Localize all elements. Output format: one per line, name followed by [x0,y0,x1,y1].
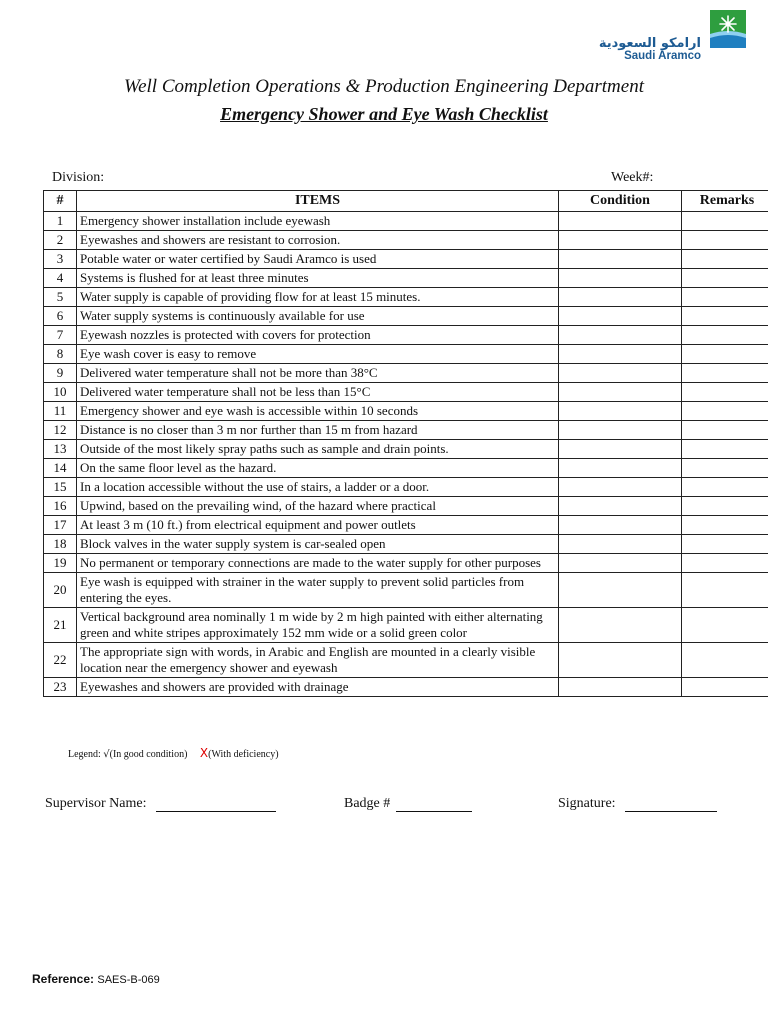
row-remarks-cell[interactable] [682,440,768,459]
row-number: 8 [44,345,77,364]
row-condition-cell[interactable] [559,288,682,307]
table-row [44,307,768,326]
row-item: Eyewashes and showers are provided with drainage [77,678,559,697]
table-row [44,288,768,307]
table-header-row [44,191,768,212]
row-remarks-cell[interactable] [682,573,768,608]
row-item: Potable water or water certified by Saudi Aramco is used [77,250,559,269]
table-row [44,459,768,478]
row-number: 15 [44,478,77,497]
row-remarks-cell[interactable] [682,402,768,421]
table-row [44,421,768,440]
row-remarks-cell[interactable] [682,269,768,288]
row-condition-cell[interactable] [559,326,682,345]
row-remarks-cell[interactable] [682,554,768,573]
check-mark-icon: √ [103,749,110,760]
table-row [44,516,768,535]
row-item: Eye wash cover is easy to remove [77,345,559,364]
row-number: 1 [44,212,77,231]
row-condition-cell[interactable] [559,345,682,364]
signature-line[interactable] [625,799,717,812]
row-remarks-cell[interactable] [682,345,768,364]
row-condition-cell[interactable] [559,608,682,643]
row-condition-cell[interactable] [559,516,682,535]
legend-good-text: (In good condition) [109,749,188,760]
row-number: 19 [44,554,77,573]
row-remarks-cell[interactable] [682,643,768,678]
row-number: 21 [44,608,77,643]
header-remarks: Remarks [682,191,768,212]
row-item: Upwind, based on the prevailing wind, of the hazard where practical [77,497,559,516]
row-remarks-cell[interactable] [682,678,768,697]
table-row [44,231,768,250]
table-row [44,326,768,345]
document-title: Emergency Shower and Eye Wash Checklist [220,104,548,124]
row-remarks-cell[interactable] [682,212,768,231]
row-number: 22 [44,643,77,678]
row-condition-cell[interactable] [559,402,682,421]
header-items: ITEMS [77,191,559,212]
table-row [44,478,768,497]
department-heading: Well Completion Operations & Production Engineering Department [124,76,644,97]
deficiency-x-icon: X [199,746,209,760]
supervisor-name-line[interactable] [156,799,276,812]
reference-label: Reference: [32,972,95,986]
reference [32,972,160,986]
row-remarks-cell[interactable] [682,383,768,402]
row-number: 14 [44,459,77,478]
row-remarks-cell[interactable] [682,250,768,269]
table-row [44,383,768,402]
table-row [44,535,768,554]
table-row [44,364,768,383]
legend [68,746,279,760]
row-number: 9 [44,364,77,383]
row-number: 12 [44,421,77,440]
row-number: 17 [44,516,77,535]
logo-english-text: Saudi Aramco [624,50,701,62]
row-condition-cell[interactable] [559,573,682,608]
row-item: Delivered water temperature shall not be less than 15°C [77,383,559,402]
row-remarks-cell[interactable] [682,364,768,383]
row-condition-cell[interactable] [559,497,682,516]
row-condition-cell[interactable] [559,554,682,573]
table-row [44,440,768,459]
row-remarks-cell[interactable] [682,288,768,307]
checklist-table [43,190,768,697]
row-condition-cell[interactable] [559,212,682,231]
table-row [44,250,768,269]
row-item: Systems is flushed for at least three minutes [77,269,559,288]
row-item: Water supply is capable of providing flow for at least 15 minutes. [77,288,559,307]
row-condition-cell[interactable] [559,478,682,497]
badge-label: Badge # [344,796,391,811]
row-condition-cell[interactable] [559,250,682,269]
row-item: Eyewashes and showers are resistant to corrosion. [77,231,559,250]
table-row [44,345,768,364]
aramco-star-icon [710,10,746,48]
row-number: 23 [44,678,77,697]
badge-line[interactable] [396,799,472,812]
reference-value: SAES-B-069 [97,974,160,986]
row-condition-cell[interactable] [559,643,682,678]
table-row [44,678,768,697]
row-number: 13 [44,440,77,459]
row-item: Eyewash nozzles is protected with covers for protection [77,326,559,345]
row-item: Distance is no closer than 3 m nor further than 15 m from hazard [77,421,559,440]
legend-bad-text: (With deficiency) [208,749,279,760]
supervisor-name-field [45,796,276,812]
row-item: Block valves in the water supply system is car-sealed open [77,535,559,554]
row-remarks-cell[interactable] [682,608,768,643]
row-condition-cell[interactable] [559,440,682,459]
row-remarks-cell[interactable] [682,535,768,554]
row-remarks-cell[interactable] [682,459,768,478]
row-remarks-cell[interactable] [682,326,768,345]
row-condition-cell[interactable] [559,459,682,478]
row-item: Vertical background area nominally 1 m wide by 2 m high painted with either alternating green and white stripes approximately 152 mm wide or a solid green color [77,608,559,643]
supervisor-name-label: Supervisor Name: [45,796,147,811]
row-remarks-cell[interactable] [682,307,768,326]
row-remarks-cell[interactable] [682,478,768,497]
row-remarks-cell[interactable] [682,516,768,535]
row-item: Delivered water temperature shall not be more than 38°C [77,364,559,383]
row-condition-cell[interactable] [559,307,682,326]
table-row [44,554,768,573]
row-number: 10 [44,383,77,402]
row-number: 16 [44,497,77,516]
row-number: 2 [44,231,77,250]
row-number: 6 [44,307,77,326]
legend-label: Legend: [68,749,101,760]
row-number: 11 [44,402,77,421]
row-condition-cell[interactable] [559,678,682,697]
saudi-aramco-logo [598,10,748,64]
row-item: Emergency shower installation include eyewash [77,212,559,231]
table-row [44,212,768,231]
table-row [44,608,768,643]
row-number: 4 [44,269,77,288]
row-condition-cell[interactable] [559,421,682,440]
row-number: 5 [44,288,77,307]
row-condition-cell[interactable] [559,231,682,250]
logo-arabic-text: ارامكو السعودية [598,36,701,51]
row-condition-cell[interactable] [559,364,682,383]
row-number: 7 [44,326,77,345]
header-number: # [44,191,77,212]
row-condition-cell[interactable] [559,383,682,402]
row-item: Outside of the most likely spray paths such as sample and drain points. [77,440,559,459]
row-remarks-cell[interactable] [682,231,768,250]
row-item: Emergency shower and eye wash is accessible within 10 seconds [77,402,559,421]
signature-label: Signature: [558,796,616,811]
row-item: On the same floor level as the hazard. [77,459,559,478]
division-label: Division: [52,170,105,185]
row-remarks-cell[interactable] [682,497,768,516]
table-row [44,573,768,608]
row-remarks-cell[interactable] [682,421,768,440]
row-number: 3 [44,250,77,269]
header-condition: Condition [559,191,682,212]
row-item: At least 3 m (10 ft.) from electrical equipment and power outlets [77,516,559,535]
badge-field [344,796,472,812]
table-row [44,269,768,288]
signature-field [558,796,717,812]
row-item: Eye wash is equipped with strainer in the water supply to prevent solid particles from entering the eyes. [77,573,559,608]
row-condition-cell[interactable] [559,535,682,554]
row-item: No permanent or temporary connections are made to the water supply for other purposes [77,554,559,573]
row-item: In a location accessible without the use of stairs, a ladder or a door. [77,478,559,497]
row-item: The appropriate sign with words, in Arabic and English are mounted in a clearly visible location near the emergency shower and eyewash [77,643,559,678]
row-condition-cell[interactable] [559,269,682,288]
row-number: 18 [44,535,77,554]
row-number: 20 [44,573,77,608]
table-row [44,402,768,421]
table-row [44,497,768,516]
week-label: Week#: [611,170,654,185]
table-row [44,643,768,678]
row-item: Water supply systems is continuously available for use [77,307,559,326]
